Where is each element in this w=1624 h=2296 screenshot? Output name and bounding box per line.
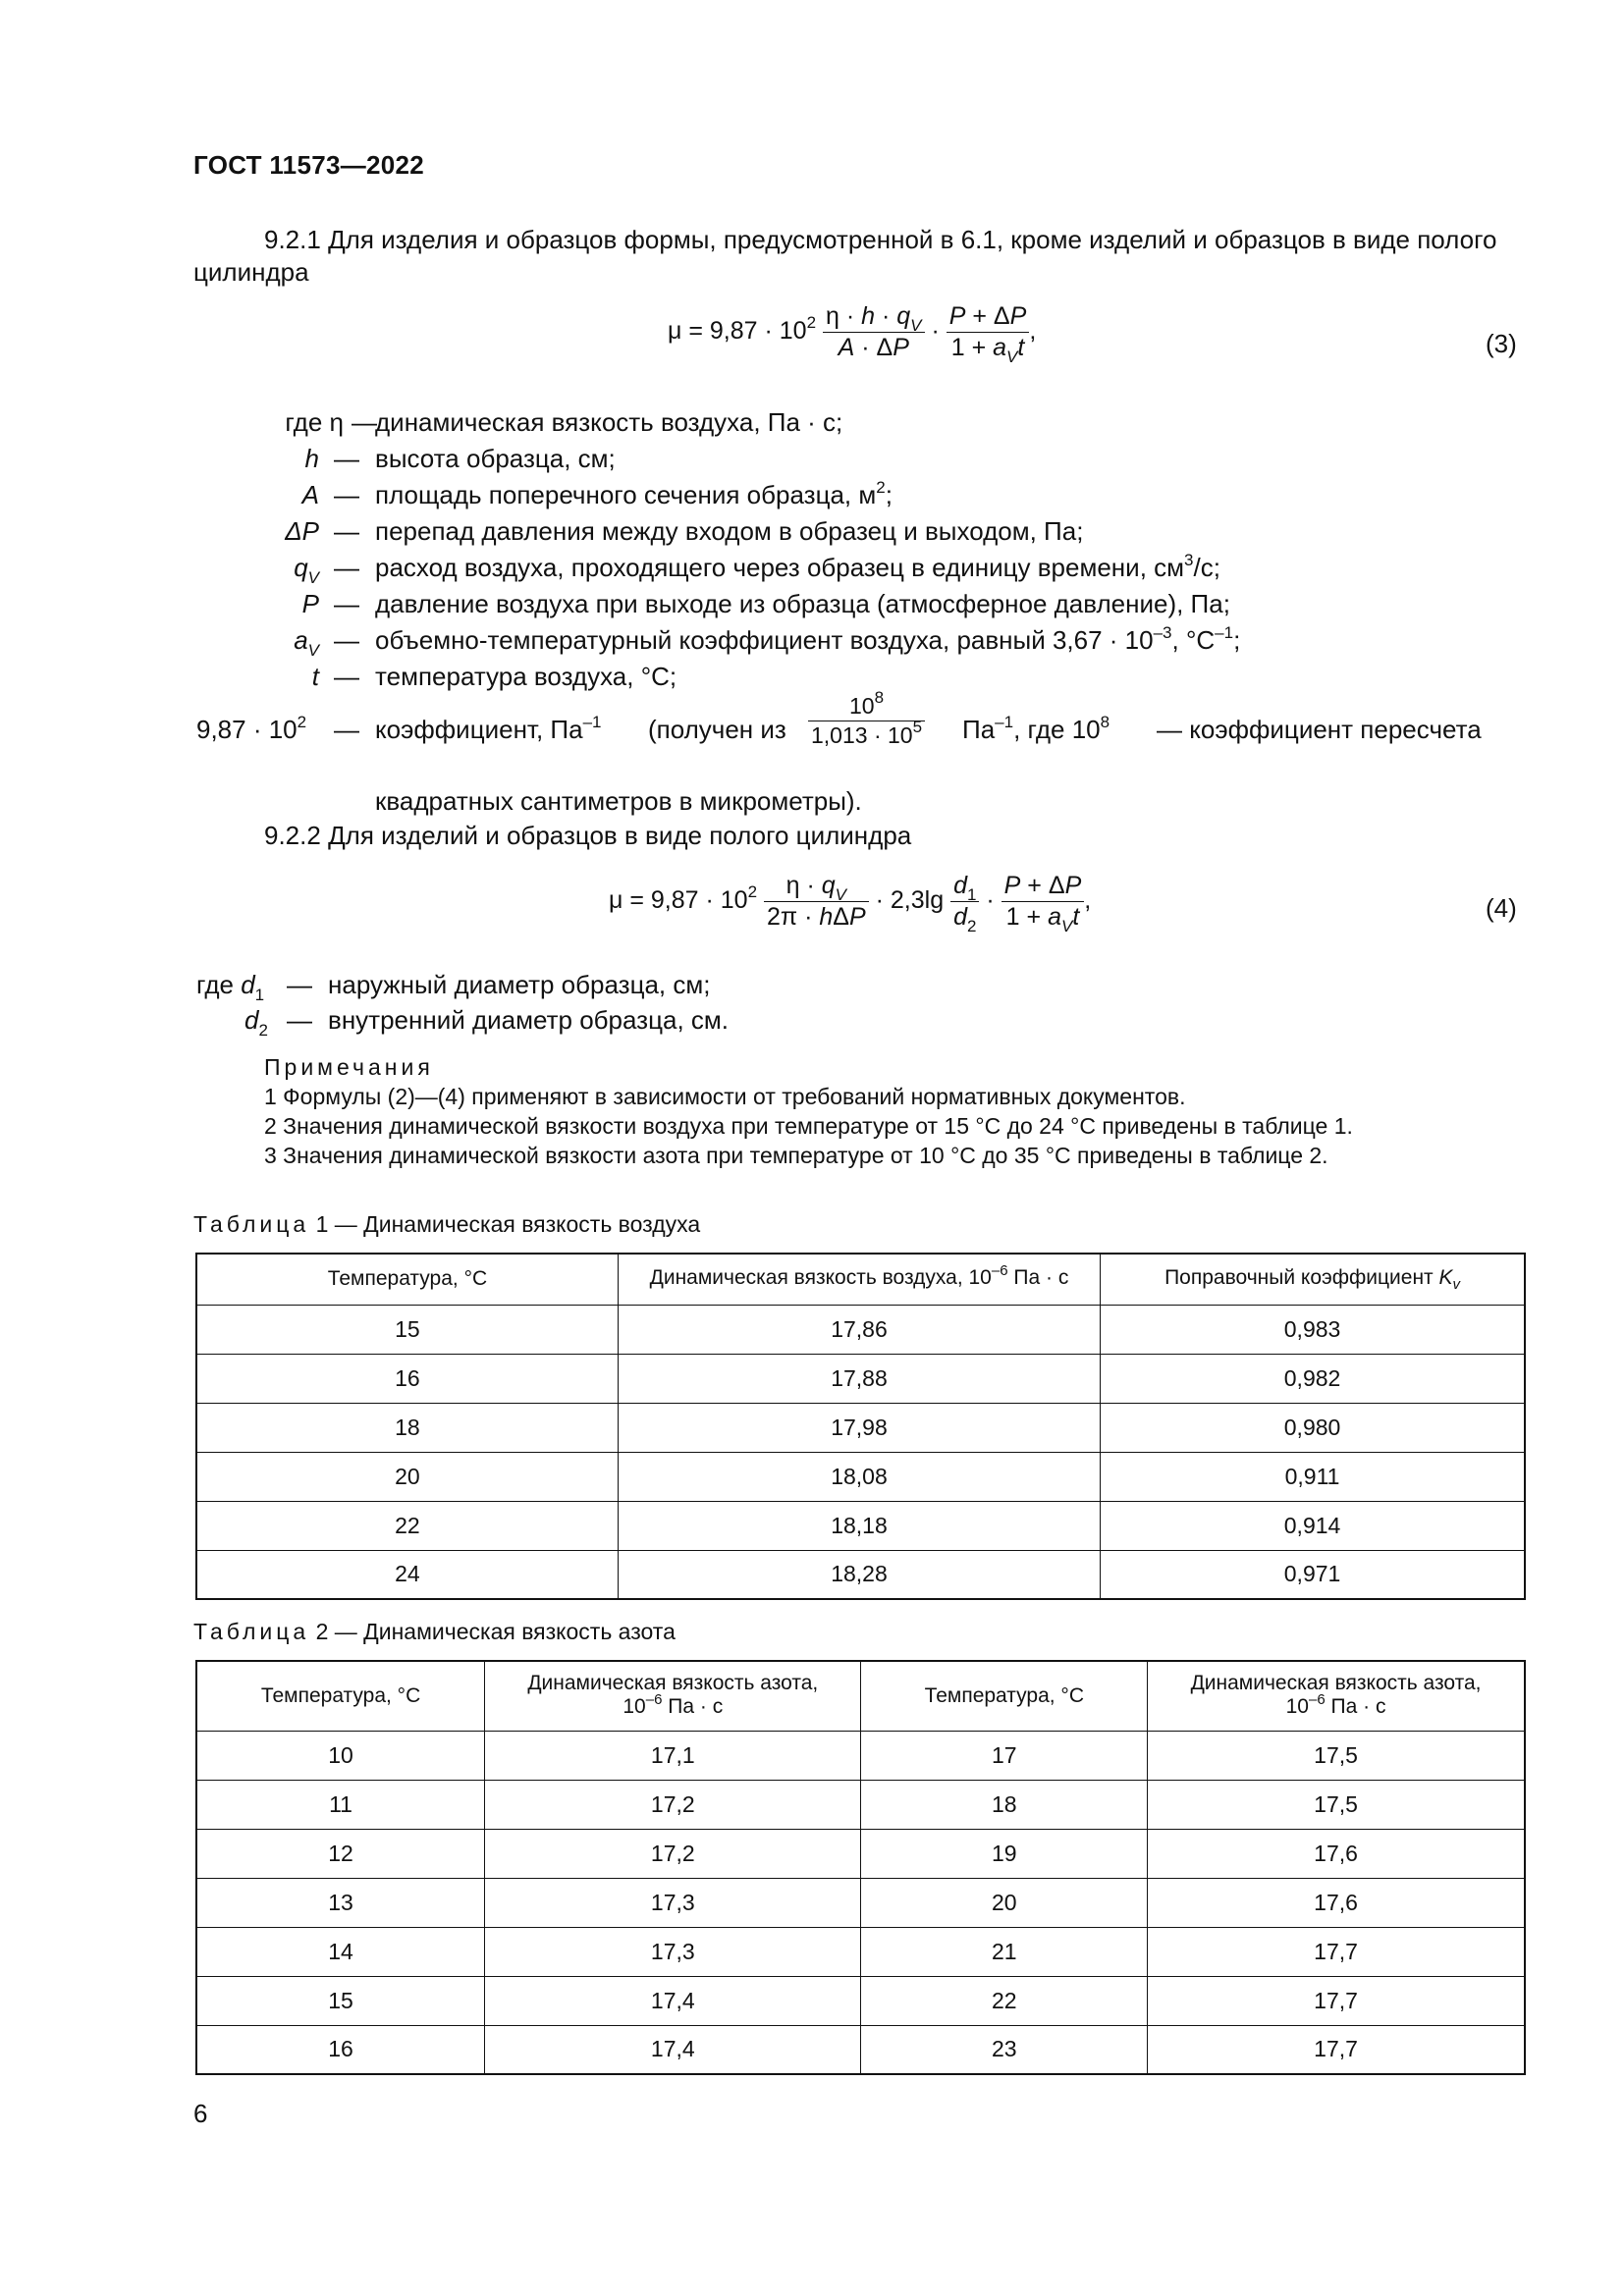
table-row: 16 17,88 0,982 bbox=[196, 1354, 1525, 1403]
table-row: 24 18,28 0,971 bbox=[196, 1550, 1525, 1599]
table-header-cell: Температура, °С bbox=[196, 1661, 485, 1731]
table-row: 11 17,2 18 17,5 bbox=[196, 1780, 1525, 1829]
table2-caption: Таблица 2 — Динамическая вязкость азота bbox=[193, 1619, 676, 1644]
table-row: 15 17,86 0,983 bbox=[196, 1305, 1525, 1354]
section-9-2-2 bbox=[264, 820, 911, 852]
note-item: 1 Формулы (2)—(4) применяют в зависимости от требований нормативных документов. bbox=[264, 1084, 1186, 1109]
table-row: 13 17,3 20 17,6 bbox=[196, 1878, 1525, 1927]
section-number: 9.2.1 bbox=[264, 225, 321, 254]
table-header-cell: Динамическая вязкость азота, $10^{-6}$ Па · с bbox=[1148, 1661, 1525, 1731]
table-row: 16 17,4 23 17,7 bbox=[196, 2025, 1525, 2074]
section-9-2-1 bbox=[193, 224, 1527, 289]
coefficient-fraction: $\frac{10^8}{1,013 \cdot 10^5}$ bbox=[808, 693, 925, 749]
table-row: 12 17,2 19 17,6 bbox=[196, 1829, 1525, 1878]
table-row: 10 17,1 17 17,5 bbox=[196, 1731, 1525, 1780]
equation-number-4: (4) bbox=[1486, 893, 1517, 923]
table-row: 15 17,4 22 17,7 bbox=[196, 1976, 1525, 2025]
table-row: 18 17,98 0,980 bbox=[196, 1403, 1525, 1452]
table-row: 14 17,3 21 17,7 bbox=[196, 1927, 1525, 1976]
formula-3: $\mu = 9,87 \cdot 10^2$ $\frac{\eta \cdot h \cdot q_V}{A \cdot \Delta P}$ · $\frac{P + \Delta P}{1 + a_Vt}$ , bbox=[668, 302, 1037, 366]
table1 bbox=[195, 1253, 1526, 1600]
table-header-cell: Температура, °С bbox=[861, 1661, 1148, 1731]
table-row: 20 18,08 0,911 bbox=[196, 1452, 1525, 1501]
table2 bbox=[195, 1660, 1526, 2075]
document-header: ГОСТ 11573—2022 bbox=[193, 150, 425, 180]
table-header-cell: Температура, °С bbox=[196, 1254, 618, 1305]
formula-4: $\mu = 9,87 \cdot 10^2$ $\frac{\eta \cdot q_V}{\text{2π · hΔP}}$ · 2,3lg $\frac{d_1}{d_2}$ · $\frac{P + \Delta P}{1 + a_Vt}$ , bbox=[609, 872, 1092, 935]
equation-number-3: (3) bbox=[1486, 329, 1517, 358]
section-number: 9.2.2 bbox=[264, 821, 321, 850]
section-text: Для изделий и образцов в виде полого цилиндра bbox=[328, 821, 912, 850]
table-header-cell: Поправочный коэффициент $K_v$ bbox=[1101, 1254, 1525, 1305]
table-header-row bbox=[196, 1254, 1525, 1305]
table-row: 22 18,18 0,914 bbox=[196, 1501, 1525, 1550]
coefficient-continuation: квадратных сантиметров в микрометры). bbox=[375, 786, 862, 816]
notes-title: Примечания bbox=[264, 1054, 434, 1080]
table1-caption: Таблица 1 — Динамическая вязкость воздуха bbox=[193, 1211, 701, 1237]
notes-block bbox=[264, 1052, 1353, 1170]
note-item: 3 Значения динамической вязкости азота при температуре от 10 °С до 35 °С приведены в таблице 2. bbox=[264, 1143, 1328, 1168]
page-number: 6 bbox=[193, 2099, 208, 2128]
table-header-row bbox=[196, 1661, 1525, 1731]
section-text: Для изделия и образцов формы, предусмотренной в 6.1, кроме изделий и образцов в виде полого цилиндра bbox=[193, 225, 1497, 287]
table-header-cell: Динамическая вязкость воздуха, $10^{-6}$ Па · с bbox=[618, 1254, 1100, 1305]
note-item: 2 Значения динамической вязкости воздуха при температуре от 15 °С до 24 °С приведены в таблице 1. bbox=[264, 1113, 1353, 1139]
table-header-cell: Динамическая вязкость азота, $10^{-6}$ Па · с bbox=[485, 1661, 861, 1731]
